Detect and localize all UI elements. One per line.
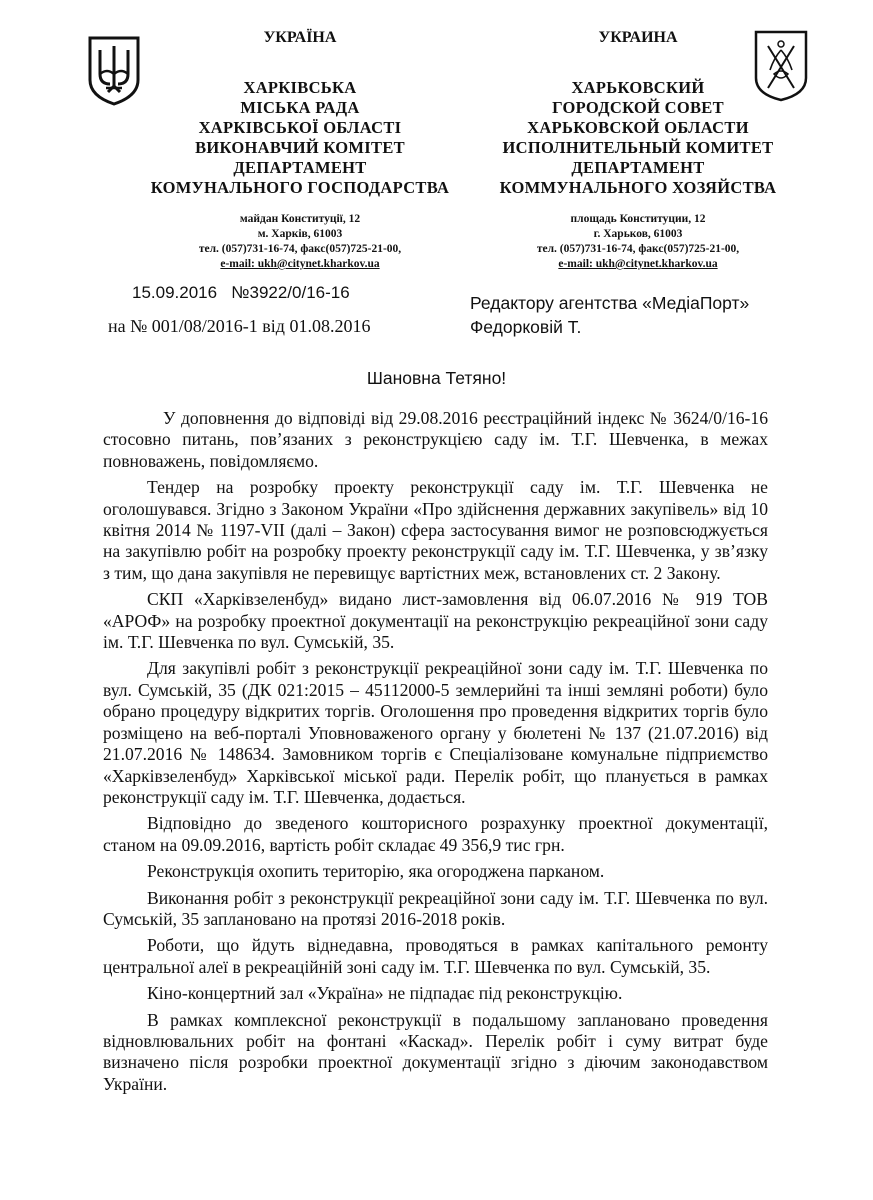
body-paragraph: СКП «Харківзеленбуд» видано лист-замовлення від 06.07.2016 № 919 ТОВ «АРОФ» на розробку проектної документації на реконструкцію рекреаційної зони саду ім. Т.Г. Шевченка по вул. Сумській, 35.	[103, 589, 768, 653]
phone-ua: тел. (057)731-16-74, факс(057)725-21-00,	[198, 243, 402, 255]
body-paragraph: Кіно-концертний зал «Україна» не підпадає під реконструкцію.	[147, 983, 623, 1004]
letter-date-number: 15.09.2016 №3922/0/16-16	[132, 283, 350, 302]
body-paragraph: У доповнення до відповіді від 29.08.2016 реєстраційний індекс № 3624/0/16-16 стосовно питань, пов’язаних з реконструкцією саду ім. Т.Г. Шевченка, в межах повноважень, повідомляємо.	[103, 408, 768, 471]
country-title-ru: УКРАИНА	[598, 29, 678, 46]
salutation: Шановна Тетяно!	[366, 368, 507, 388]
org-line: КОМУНАЛЬНОГО ГОСПОДАРСТВА	[150, 178, 450, 197]
org-line: КОММУНАЛЬНОГО ХОЗЯЙСТВА	[499, 178, 777, 197]
reply-reference: на № 001/08/2016-1 від 01.08.2016	[108, 316, 371, 336]
body-paragraph: Роботи, що йдуть віднедавна, проводяться в рамках капітального ремонту центральної алеї в рекреаційній зоні саду ім. Т.Г. Шевченка по вул. Сумській, 35.	[103, 935, 768, 977]
body-paragraph: Відповідно до зведеного кошторисного розрахунку проектної документації, станом на 09.09.2016, вартість робіт складає 49 356,9 тис грн.	[103, 813, 768, 855]
org-line: ДЕПАРТАМЕНТ	[233, 158, 367, 177]
body-paragraph: Реконструкція охопить територію, яка огороджена парканом.	[147, 861, 605, 882]
org-line: ГОРОДСКОЙ СОВЕТ	[552, 98, 724, 117]
body-paragraph: Для закупівлі робіт з реконструкції рекреаційної зони саду ім. Т.Г. Шевченка по вул. Сумській, 35 (ДК 021:2015 – 45112000-5 землерийні та інші земляні роботи) було обрано процедуру відкритих торгів. Оголошення про проведення відкритих торгів було розміщено на веб-порталі Уповноваженого органу у бюлетені № 137 (21.07.2016) від 21.07.2016 № 148634. Замовником торгів є Спеціалізоване комунальне підприємство «Харківзеленбуд» Харківської міської ради. Перелік робіт, що планується в рамках реконструкції саду ім. Т.Г. Шевченка, додається.	[103, 658, 768, 807]
letter-body	[103, 408, 768, 1095]
email-ru: e-mail: ukh@citynet.kharkov.ua	[558, 258, 718, 270]
org-line: ИСПОЛНИТЕЛЬНЫЙ КОМИТЕТ	[502, 138, 774, 157]
email-ua: e-mail: ukh@citynet.kharkov.ua	[220, 258, 380, 270]
address-ua: майдан Конституції, 12	[239, 213, 361, 225]
org-line: ХАРКІВСЬКОЇ ОБЛАСТІ	[198, 118, 402, 137]
org-line: ХАРЬКОВСКИЙ	[571, 78, 705, 97]
header-russian	[468, 28, 808, 272]
org-line: ХАРЬКОВСКОЙ ОБЛАСТИ	[527, 118, 749, 137]
contact-block-ru	[468, 212, 808, 272]
body-paragraph: В рамках комплексної реконструкції в подальшому заплановано проведення відновлювальних робіт на фонтані «Каскад». Перелік робіт і суму витрат буде визначено після розробки проектної документації згідно з діючим законодавством України.	[103, 1009, 768, 1094]
org-line: ДЕПАРТАМЕНТ	[571, 158, 705, 177]
org-line: ХАРКІВСЬКА	[243, 78, 357, 97]
org-line: ВИКОНАВЧИЙ КОМІТЕТ	[195, 138, 405, 157]
addressee-block	[470, 291, 749, 339]
body-paragraph: Виконання робіт з реконструкції рекреаційної зони саду ім. Т.Г. Шевченка по вул. Сумській, 35 заплановано на протязі 2016-2018 років.	[103, 887, 768, 929]
body-paragraph: Тендер на розробку проекту реконструкції саду ім. Т.Г. Шевченка не оголошувався. Згідно з Законом України «Про здійснення державних закупівель» від 10 квітня 2014 № 1197-VII (далі – Закон) сфера застосування вимог не розповсюджується на закупівлю робіт на розробку проекту реконструкції саду ім. Т.Г. Шевченка, у зв’язку з тим, що дана закупівля не перевищує вартістних меж, встановлених ст. 2 Закону.	[103, 477, 768, 583]
org-line: МІСЬКА РАДА	[240, 98, 360, 117]
header-ukrainian	[130, 28, 470, 272]
addressee-line: Редактору агентства «МедіаПорт»	[470, 293, 750, 313]
city-ua: м. Харків, 61003	[257, 228, 343, 240]
phone-ru: тел. (057)731-16-74, факс(057)725-21-00,	[536, 243, 740, 255]
address-ru: площадь Конституции, 12	[570, 213, 706, 225]
contact-block-ua	[130, 212, 470, 272]
city-ru: г. Харьков, 61003	[593, 228, 683, 240]
addressee-name: Федорковій Т.	[470, 317, 582, 337]
country-title-ua: УКРАЇНА	[263, 29, 337, 46]
